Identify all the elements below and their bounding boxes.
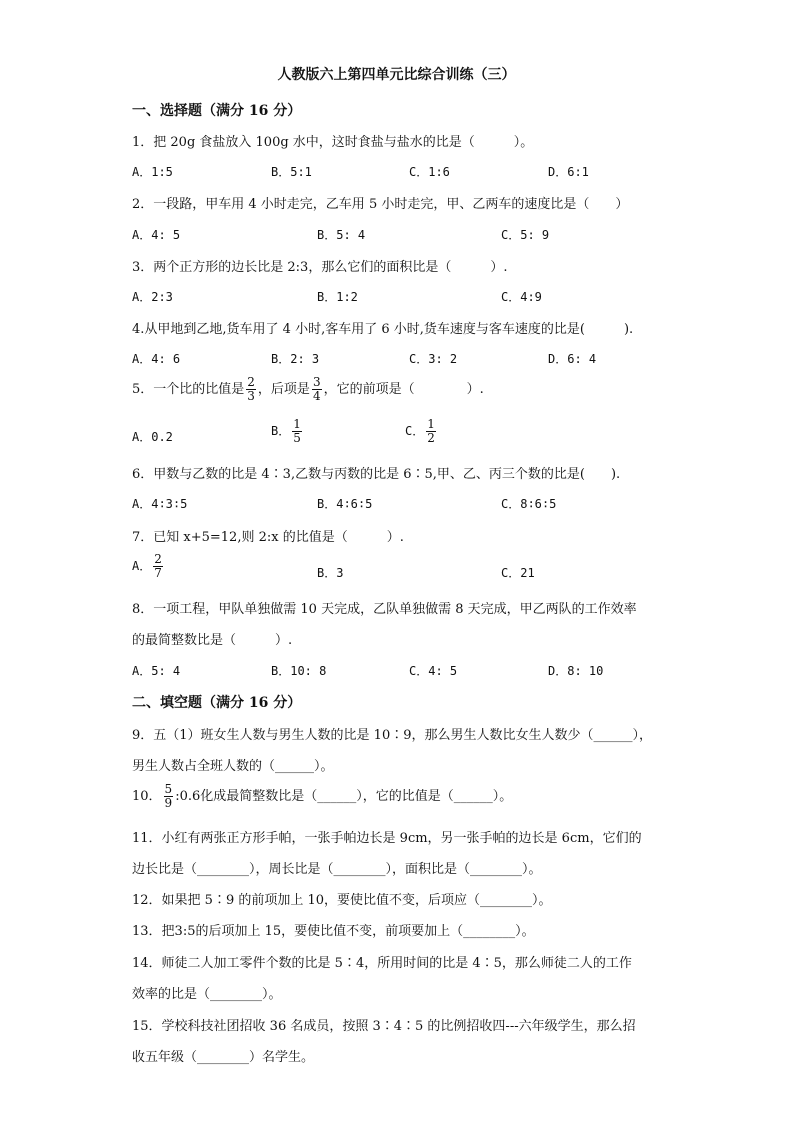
question-14-line-2: 效率的比是（________）。 xyxy=(132,987,282,1002)
q6-option-c: C．8∶6∶5 xyxy=(501,497,557,511)
q5-fraction-ratio xyxy=(246,376,256,403)
question-9-line-1: 9．五（1）班女生人数与男生人数的比是 10∶9，那么男生人数比女生人数少（______）， xyxy=(132,728,652,743)
q1-option-b: B．5:1 xyxy=(271,165,312,179)
q3-option-c: C．4:9 xyxy=(501,290,542,304)
q7-option-a-num: 2 xyxy=(154,552,162,566)
q4-option-a: A．4: 6 xyxy=(132,352,181,366)
q5-option-c-num: 1 xyxy=(427,417,435,431)
question-1: 1．把 20g 食盐放入 100g 水中，这时食盐与盐水的比是（ ）。 xyxy=(132,135,534,150)
question-9-line-2: 男生人数占全班人数的（______）。 xyxy=(132,759,334,774)
question-11-line-2: 边长比是（________），周长比是（________），面积比是（________）。 xyxy=(132,862,542,877)
q2-option-c: C．5: 9 xyxy=(501,228,550,242)
q5-text-pre: 5．一个比的比值是 xyxy=(132,382,245,397)
q7-option-c: C．21 xyxy=(501,566,535,580)
q4-option-c: C．3: 2 xyxy=(409,352,458,366)
q5-option-b-fraction xyxy=(292,418,302,445)
q1-option-c: C．1:6 xyxy=(409,165,450,179)
question-10 xyxy=(132,783,512,810)
q2-option-b: B．5: 4 xyxy=(317,228,366,242)
question-15-line-1: 15．学校科技社团招收 36 名成员，按照 3∶4∶5 的比例招收四---六年级学生，那么招 xyxy=(132,1019,636,1034)
q8-option-d: D．8: 10 xyxy=(548,664,604,678)
q7-option-b: B．3 xyxy=(317,566,344,580)
question-13: 13．把3:5的后项加上 15，要使比值不变，前项要加上（________）。 xyxy=(132,924,535,939)
q5-option-b-den: 5 xyxy=(293,431,301,445)
section-heading-fill: 二、填空题（满分 16 分） xyxy=(132,695,302,711)
question-14-line-1: 14．师徒二人加工零件个数的比是 5∶4，所用时间的比是 4∶5，那么师徒二人的工作 xyxy=(132,956,632,971)
q5-text-mid: ，后项是 xyxy=(257,382,310,397)
question-6: 6．甲数与乙数的比是 4∶3,乙数与丙数的比是 6∶5,甲、乙、丙三个数的比是( ). xyxy=(132,467,621,482)
q5-text-post: ，它的前项是（ ）. xyxy=(323,382,484,397)
q8-option-b: B．10: 8 xyxy=(271,664,327,678)
q5-frac2-num: 3 xyxy=(312,375,321,389)
q10-text-pre: 10． xyxy=(132,789,162,804)
q4-option-b: B．2: 3 xyxy=(271,352,320,366)
q5-frac1-num: 2 xyxy=(247,375,255,389)
question-3: 3．两个正方形的边长比是 2:3，那么它们的面积比是（ ）. xyxy=(132,260,508,275)
q5-option-c-fraction xyxy=(426,418,436,445)
question-11-line-1: 11．小红有两张正方形手帕，一张手帕边长是 9cm，另一张手帕的边长是 6cm，它们的 xyxy=(132,831,642,846)
q1-option-a: A．1:5 xyxy=(132,165,173,179)
q1-option-d: D．6:1 xyxy=(548,165,589,179)
q7-option-a-label: A． xyxy=(132,559,152,573)
q8-option-a: A．5: 4 xyxy=(132,664,181,678)
question-5 xyxy=(132,376,484,403)
q7-option-a-den: 7 xyxy=(154,566,162,580)
q5-option-c xyxy=(405,418,438,445)
q5-option-c-den: 2 xyxy=(427,431,435,445)
question-8-line-1: 8．一项工程，甲队单独做需 10 天完成，乙队单独做需 8 天完成，甲乙两队的工作效率 xyxy=(132,602,637,617)
q7-option-a xyxy=(132,553,165,580)
q5-option-c-label: C． xyxy=(405,424,425,438)
q10-text-post: :0.6化成最简整数比是（______），它的比值是（______）。 xyxy=(175,789,513,804)
page-title: 人教版六上第四单元比综合训练（三） xyxy=(277,67,516,83)
q8-option-c: C．4: 5 xyxy=(409,664,458,678)
q6-option-b: B．4∶6∶5 xyxy=(317,497,373,511)
question-12: 12．如果把 5∶9 的前项加上 10，要使比值不变，后项应（________）。 xyxy=(132,893,552,908)
q3-option-b: B．1:2 xyxy=(317,290,358,304)
section-heading-choice: 一、选择题（满分 16 分） xyxy=(132,103,302,119)
q5-fraction-consequent xyxy=(312,376,322,403)
q5-option-b-num: 1 xyxy=(293,417,301,431)
q5-option-a: A．0.2 xyxy=(132,430,173,444)
question-2: 2．一段路，甲车用 4 小时走完，乙车用 5 小时走完，甲、乙两车的速度比是（ ） xyxy=(132,197,629,212)
q10-frac-den: 9 xyxy=(164,796,173,810)
q10-frac-num: 5 xyxy=(164,782,173,796)
q5-frac1-den: 3 xyxy=(247,389,255,403)
q2-option-a: A．4: 5 xyxy=(132,228,181,242)
question-4: 4.从甲地到乙地,货车用了 4 小时,客车用了 6 小时,货车速度与客车速度的比是( ). xyxy=(132,322,634,337)
q5-option-b-label: B． xyxy=(271,424,291,438)
q10-fraction xyxy=(164,783,174,810)
question-8-line-2: 的最简整数比是（ ）. xyxy=(132,633,293,648)
q6-option-a: A．4∶3∶5 xyxy=(132,497,188,511)
q7-option-a-fraction xyxy=(153,553,163,580)
q3-option-a: A．2:3 xyxy=(132,290,173,304)
q5-option-b xyxy=(271,418,304,445)
q5-frac2-den: 4 xyxy=(312,389,321,403)
question-7: 7．已知 x+5=12,则 2:x 的比值是（ ）. xyxy=(132,530,404,545)
q4-option-d: D．6: 4 xyxy=(548,352,597,366)
question-15-line-2: 收五年级（________）名学生。 xyxy=(132,1050,315,1065)
